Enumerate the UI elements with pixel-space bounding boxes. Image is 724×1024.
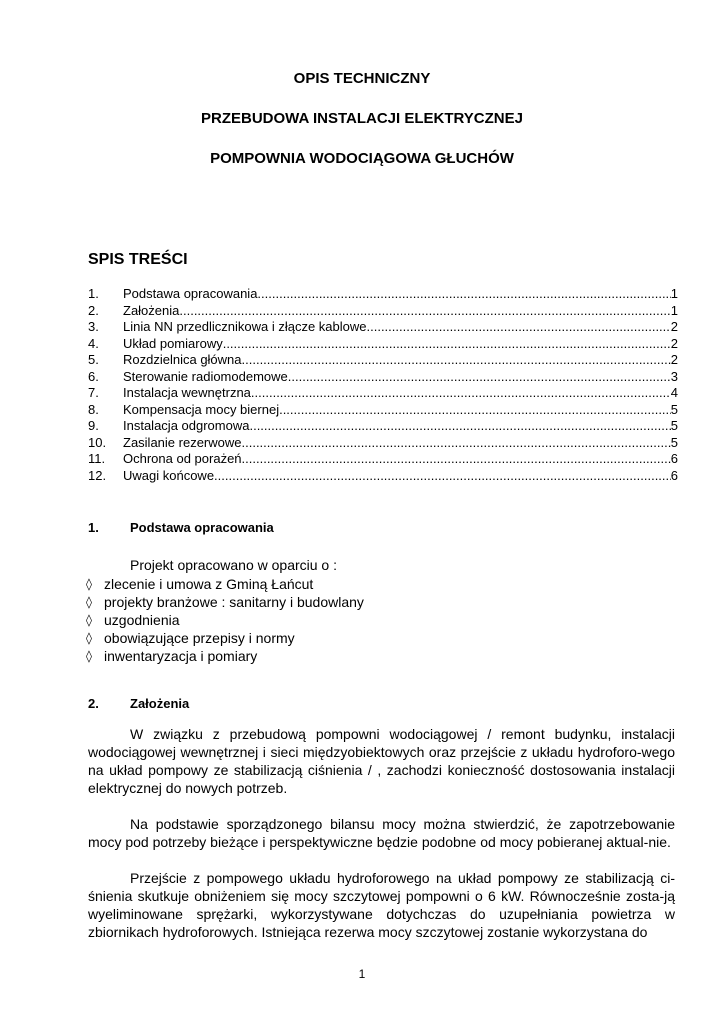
diamond-bullet-icon: ◊ — [86, 577, 92, 591]
toc-entry-label: Układ pomiarowy — [123, 335, 223, 351]
toc-entry-page: 5 — [670, 434, 678, 450]
section-2-paragraph: Przejście z pompowego układu hydroforowego na układ pompowy ze stabilizacją ci-śnienia skutkuje obniżeniem się mocy szczytowej pompowni o 6 kW. Równocześnie zosta-ją wyeliminowane sprężarki, wykorzystywane dotychczas do uzupełniania powietrza w zbiornikach hydroforowych. Istniejąca rezerwa mocy szczytowej zostanie wykorzystana do — [88, 870, 675, 940]
diamond-bullet-icon: ◊ — [86, 595, 92, 609]
list-item — [86, 647, 364, 665]
toc-entry-leader — [223, 336, 671, 353]
toc-entry-leader — [288, 369, 671, 386]
section-2-heading — [88, 696, 189, 712]
toc-entry-label: Ochrona od porażeń — [123, 451, 242, 466]
toc-entry-leader — [242, 451, 671, 468]
section-1-number: 1. — [88, 520, 99, 535]
list-item — [86, 575, 364, 593]
document-subtitle-project: PRZEBUDOWA INSTALACJI ELEKTRYCZNEJ — [201, 110, 523, 127]
toc-entry-page: 3 — [670, 368, 678, 384]
list-item-text: projekty branżowe : sanitarny i budowlany — [104, 594, 364, 610]
toc-entry-label: Podstawa opracowania — [123, 286, 258, 301]
toc-entry-leader — [179, 303, 670, 320]
toc-entry[interactable] — [88, 385, 678, 402]
section-1-bullet-list — [86, 575, 364, 665]
toc-entry-page: 5 — [670, 401, 678, 417]
toc-entry-label: Zasilanie rezerwowe — [123, 434, 242, 450]
toc-entry-number: 2. — [88, 302, 99, 318]
toc-entry-label: Uwagi końcowe — [123, 467, 215, 483]
toc-entry-label: Sterowanie radiomodemowe — [123, 368, 288, 384]
toc-entry[interactable] — [88, 468, 678, 485]
toc-entry[interactable] — [88, 303, 678, 320]
toc-entry[interactable] — [88, 319, 678, 336]
toc-entry-number: 4. — [88, 335, 99, 351]
toc-entry-page: 1 — [670, 302, 678, 318]
toc-entry-page: 1 — [670, 286, 678, 301]
diamond-bullet-icon: ◊ — [86, 631, 92, 645]
list-item-text: zlecenie i umowa z Gminą Łańcut — [104, 576, 314, 592]
section-2-paragraph: W związku z przebudową pompowni wodociągowej / remont budynku, instalacji wodociągowej wewnętrznej i sieci międzyobiektowych oraz przejście z układu hydroforo-wego na układ pompowy ze stabilizacją ciśnienia / , zachodzi konieczność dostosowania instalacji elektrycznej do nowych potrzeb. — [88, 726, 675, 796]
toc-entry-number: 12. — [88, 467, 107, 483]
toc-entry[interactable] — [88, 418, 678, 435]
section-2-title: Założenia — [130, 696, 190, 711]
table-of-contents — [88, 286, 678, 484]
toc-entry[interactable] — [88, 352, 678, 369]
toc-entry-page: 2 — [670, 352, 678, 367]
toc-entry[interactable] — [88, 369, 678, 386]
toc-entry-leader — [242, 352, 671, 369]
toc-entry-number: 10. — [88, 434, 107, 450]
section-2-paragraph: Na podstawie sporządzonego bilansu mocy można stwierdzić, że zapotrzebowanie mocy pod potrzeby bieżące i perspektywiczne będzie podobne od mocy pobieranej aktual-nie. — [88, 816, 675, 850]
toc-entry-label: Rozdzielnica główna — [123, 352, 242, 367]
toc-entry[interactable] — [88, 402, 678, 419]
toc-entry-number: 8. — [88, 401, 99, 417]
toc-entry-label: Kompensacja mocy biernej — [123, 401, 280, 417]
diamond-bullet-icon: ◊ — [86, 613, 92, 627]
document-subtitle-location: POMPOWNIA WODOCIĄGOWA GŁUCHÓW — [210, 150, 514, 167]
toc-entry-label: Założenia — [123, 302, 180, 318]
toc-entry-leader — [257, 286, 670, 303]
toc-entry-number: 3. — [88, 319, 99, 334]
list-item-text: inwentaryzacja i pomiary — [104, 648, 258, 664]
list-item — [86, 593, 364, 611]
toc-entry-label: Linia NN przedlicznikowa i złącze kablowe — [123, 319, 367, 334]
list-item — [86, 611, 364, 629]
toc-entry-number: 6. — [88, 368, 99, 384]
toc-entry-number: 9. — [88, 418, 99, 433]
toc-entry-leader — [251, 385, 671, 402]
toc-entry-page: 4 — [670, 385, 678, 400]
toc-entry-leader — [279, 402, 671, 419]
section-2-number: 2. — [88, 696, 99, 711]
toc-entry[interactable] — [88, 336, 678, 353]
toc-entry-number: 7. — [88, 385, 99, 400]
section-1-intro: Projekt opracowano w oparciu o : — [130, 557, 337, 573]
toc-entry-number: 1. — [88, 286, 99, 301]
toc-entry-page: 5 — [670, 418, 678, 433]
toc-entry-leader — [214, 468, 671, 485]
toc-entry-page: 2 — [670, 335, 678, 351]
toc-entry-page: 6 — [670, 451, 678, 466]
list-item-text: uzgodnienia — [104, 612, 180, 628]
section-1-heading — [88, 520, 274, 536]
page-number: 1 — [358, 967, 366, 981]
toc-heading: SPIS TREŚCI — [88, 251, 188, 268]
toc-entry-leader — [249, 418, 670, 435]
toc-entry-leader — [367, 319, 671, 336]
toc-entry-number: 11. — [88, 451, 106, 466]
toc-entry[interactable] — [88, 451, 678, 468]
toc-entry-page: 2 — [670, 319, 678, 334]
toc-entry-label: Instalacja wewnętrzna — [123, 385, 251, 400]
toc-entry-number: 5. — [88, 352, 99, 367]
section-1-title: Podstawa opracowania — [130, 520, 274, 535]
diamond-bullet-icon: ◊ — [86, 649, 92, 663]
toc-entry-leader — [242, 435, 671, 452]
list-item-text: obowiązujące przepisy i normy — [104, 630, 295, 646]
document-title: OPIS TECHNICZNY — [293, 70, 431, 87]
list-item — [86, 629, 364, 647]
toc-entry[interactable] — [88, 286, 678, 303]
toc-entry[interactable] — [88, 435, 678, 452]
toc-entry-page: 6 — [670, 467, 678, 483]
toc-entry-label: Instalacja odgromowa — [123, 418, 250, 433]
